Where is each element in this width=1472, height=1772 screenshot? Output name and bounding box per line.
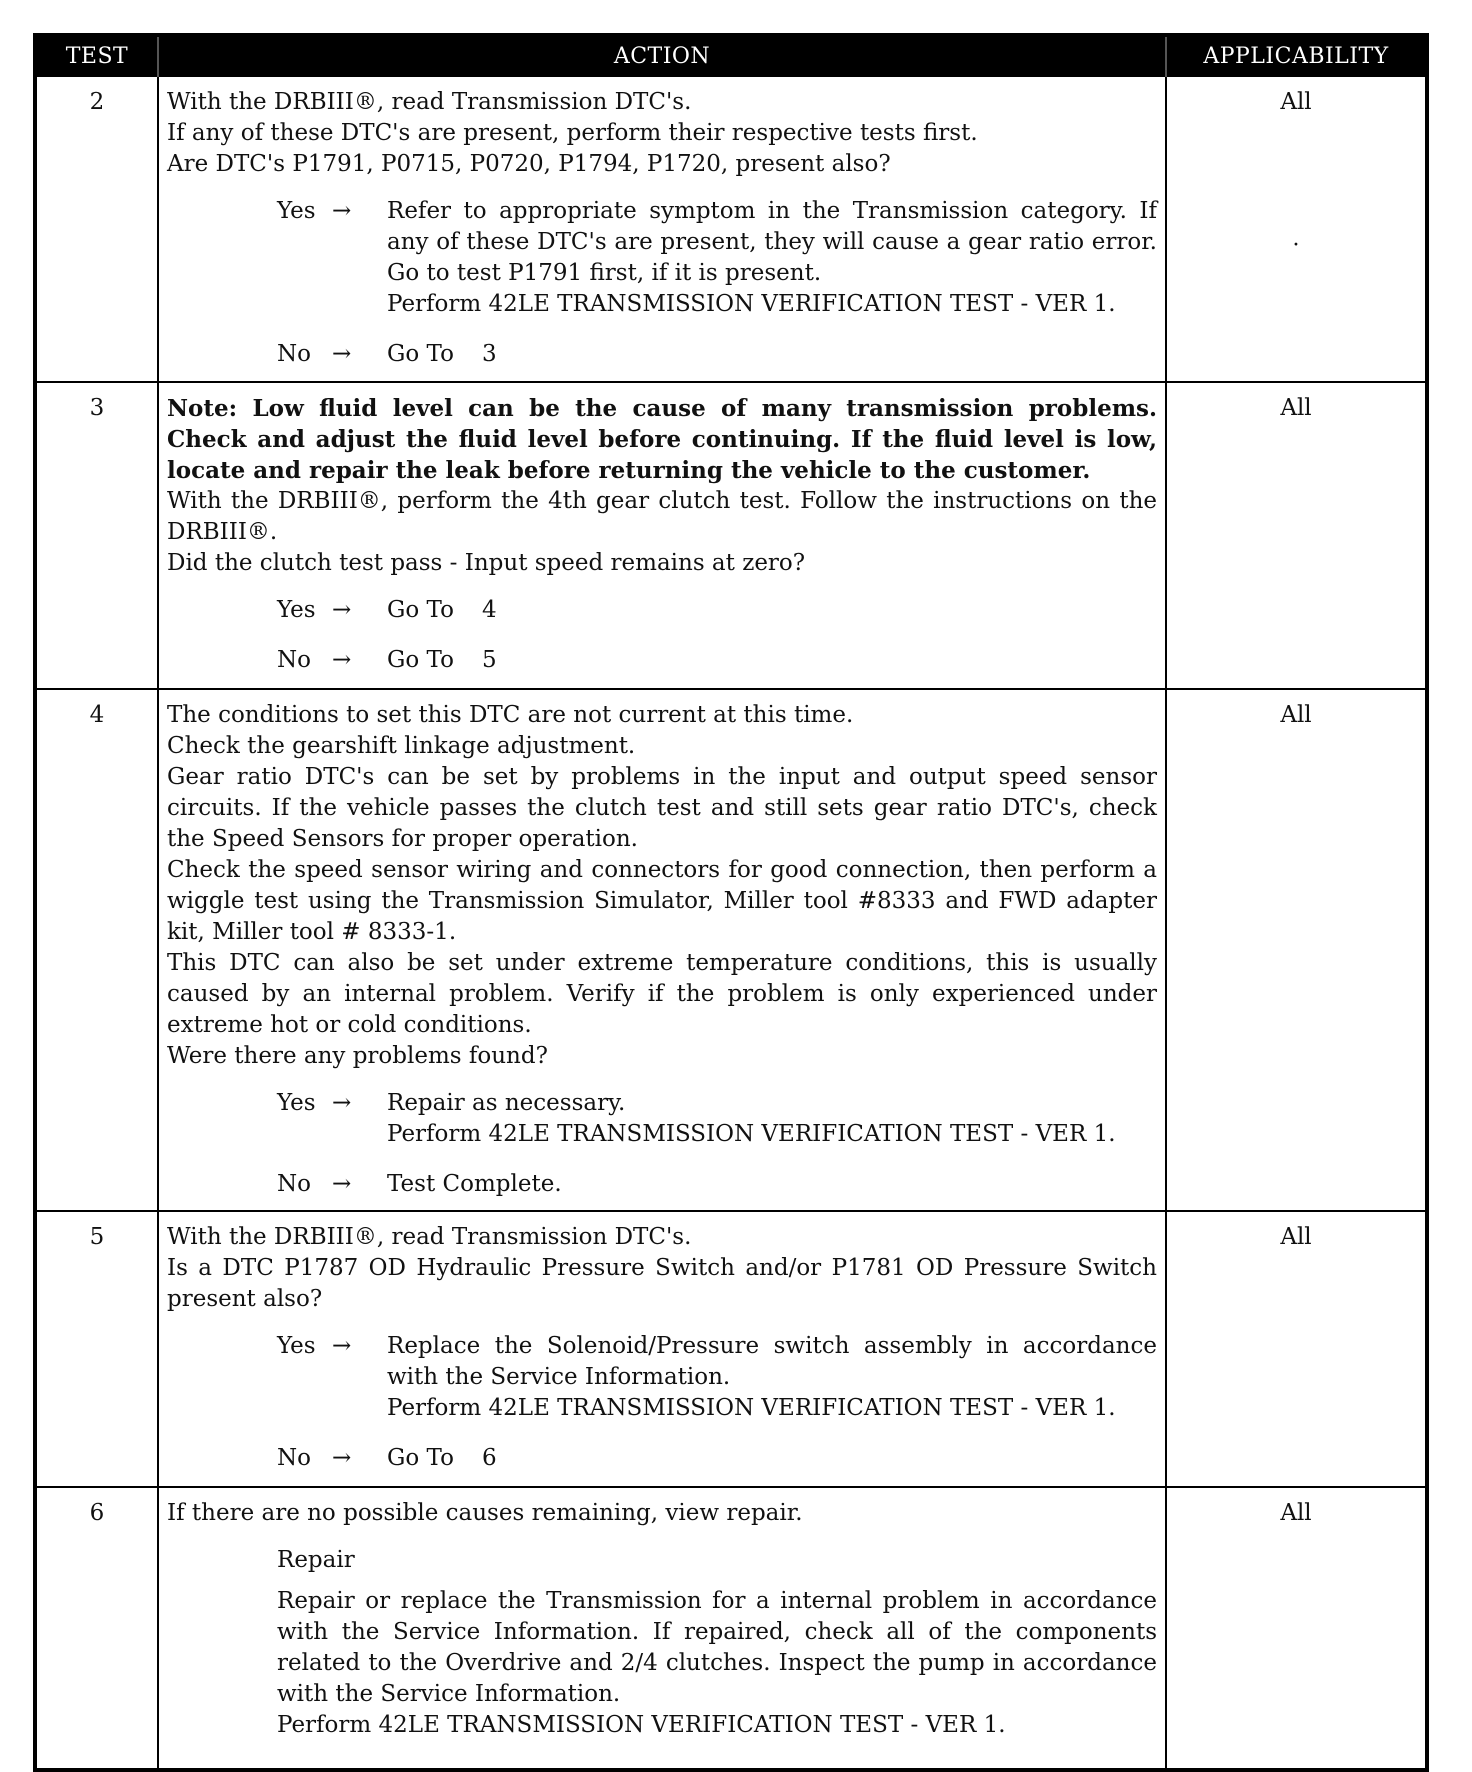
answer-goto: Go To 5 (387, 647, 497, 673)
table-row (35, 1211, 1427, 1487)
answer-no (277, 645, 1157, 676)
action-text: Check the gearshift linkage adjustment. (167, 733, 636, 759)
action-cell (158, 382, 1166, 689)
answer-text: Test Complete. (387, 1171, 562, 1197)
arrow-icon: → (332, 647, 352, 673)
applicability-value: All (1280, 89, 1312, 115)
applicability-cell (1166, 1487, 1427, 1770)
applicability-cell (1166, 382, 1427, 689)
action-text: With the DRBIII®, perform the 4th gear clutch test. Follow the instructions on the DRBIII®. (167, 488, 1157, 545)
action-question: Are DTC's P1791, P0715, P0720, P1794, P1720, present also? (167, 151, 891, 177)
answer-no (277, 1169, 1157, 1200)
test-number: 2 (35, 76, 158, 382)
answer-yes (277, 1088, 1157, 1150)
arrow-icon: → (332, 341, 352, 367)
verification-instruction: Perform 42LE TRANSMISSION VERIFICATION TEST - VER 1. (387, 291, 1116, 317)
verification-instruction: Perform 42LE TRANSMISSION VERIFICATION TEST - VER 1. (387, 1121, 1116, 1147)
action-text: Gear ratio DTC's can be set by problems in the input and output speed sensor circuits. If the vehicle passes the clutch test and still sets gear ratio DTC's, check the Speed Sensors for proper operation. (167, 764, 1157, 852)
action-cell (158, 76, 1166, 382)
header-applicability: APPLICABILITY (1166, 35, 1427, 76)
answer-text: Repair as necessary. Perform 42LE TRANSMISSION VERIFICATION TEST - VER 1. (387, 1090, 1116, 1147)
answer-list (167, 1331, 1157, 1474)
action-cell (158, 689, 1166, 1211)
answer-list (167, 1088, 1157, 1200)
action-text: With the DRBIII®, read Transmission DTC's. (167, 89, 692, 115)
answer-yes (277, 196, 1157, 320)
action-text: The conditions to set this DTC are not current at this time. (167, 702, 854, 728)
applicability-value: All (1280, 1224, 1312, 1250)
action-text: With the DRBIII®, read Transmission DTC's. (167, 1224, 692, 1250)
no-label: No (277, 341, 311, 367)
applicability-value: All (1280, 702, 1312, 728)
answer-list (167, 595, 1157, 676)
note-text: Note: Low fluid level can be the cause of many transmission problems. Check and adjust the fluid level before continuing. If the fluid level is low, locate and repair the leak before returning the vehicle to the customer. (167, 395, 1157, 484)
arrow-icon: → (332, 198, 352, 224)
yes-label: Yes (277, 198, 316, 224)
answer-no (277, 339, 1157, 370)
table-row (35, 689, 1427, 1211)
arrow-icon: → (332, 1445, 352, 1471)
action-question: Were there any problems found? (167, 1043, 548, 1069)
applicability-cell (1166, 76, 1427, 382)
yes-label: Yes (277, 597, 316, 623)
arrow-icon: → (332, 1090, 352, 1116)
applicability-cell (1166, 689, 1427, 1211)
diagnostic-test-table (33, 33, 1429, 1772)
stray-mark: · (1292, 233, 1300, 258)
answer-text: Replace the Solenoid/Pressure switch assembly in accordance with the Service Information. Perform 42LE TRANSMISSION VERIFICATION TEST - VER 1. (387, 1333, 1157, 1421)
action-question: Is a DTC P1787 OD Hydraulic Pressure Switch and/or P1781 OD Pressure Switch present also? (167, 1255, 1157, 1312)
applicability-value: All (1280, 1500, 1312, 1526)
verification-instruction: Perform 42LE TRANSMISSION VERIFICATION TEST - VER 1. (387, 1395, 1116, 1421)
repair-text: Repair or replace the Transmission for a internal problem in accordance with the Service Information. If repaired, check all of the components related to the Overdrive and 2/4 clutches. Inspect the pump in accordance with the Service Information. Perform 42LE TRANSMISSION VERIFICATION TEST - VER 1. (277, 1588, 1157, 1738)
action-text: Check the speed sensor wiring and connectors for good connection, then perform a wiggle test using the Transmission Simulator, Miller tool #8333 and FWD adapter kit, Miller tool # 8333-1. (167, 857, 1157, 945)
test-number: 3 (35, 382, 158, 689)
action-cell (158, 1211, 1166, 1487)
applicability-value: All (1280, 395, 1312, 421)
test-number: 5 (35, 1211, 158, 1487)
applicability-cell (1166, 1211, 1427, 1487)
table-row (35, 382, 1427, 689)
answer-list (167, 196, 1157, 370)
test-number: 4 (35, 689, 158, 1211)
answer-text: Refer to appropriate symptom in the Transmission category. If any of these DTC's are present, they will cause a gear ratio error. Go to test P1791 first, if it is present. Perform 42LE TRANSMISSION VERIFICATION TEST - VER 1. (387, 198, 1157, 317)
action-question: Did the clutch test pass - Input speed remains at zero? (167, 550, 806, 576)
table-header-row (35, 35, 1427, 76)
table-row (35, 1487, 1427, 1770)
arrow-icon: → (332, 597, 352, 623)
header-action: ACTION (158, 35, 1166, 76)
test-number: 6 (35, 1487, 158, 1770)
action-text: If there are no possible causes remaining, view repair. (167, 1500, 803, 1526)
answer-yes (277, 1331, 1157, 1424)
arrow-icon: → (332, 1333, 352, 1359)
answer-yes (277, 595, 1157, 626)
answer-goto: Go To 6 (387, 1445, 497, 1471)
verification-instruction: Perform 42LE TRANSMISSION VERIFICATION TEST - VER 1. (277, 1712, 1006, 1738)
table-row (35, 76, 1427, 382)
no-label: No (277, 647, 311, 673)
action-cell (158, 1487, 1166, 1770)
action-text: This DTC can also be set under extreme temperature conditions, this is usually caused by an internal problem. Verify if the problem is only experienced under extreme hot or cold conditions. (167, 950, 1157, 1038)
no-label: No (277, 1445, 311, 1471)
arrow-icon: → (332, 1171, 352, 1197)
yes-label: Yes (277, 1333, 316, 1359)
repair-label: Repair (277, 1547, 355, 1573)
action-text: If any of these DTC's are present, perform their respective tests first. (167, 120, 978, 146)
header-test: TEST (35, 35, 158, 76)
no-label: No (277, 1171, 311, 1197)
answer-goto: Go To 3 (387, 341, 497, 367)
answer-no (277, 1443, 1157, 1474)
yes-label: Yes (277, 1090, 316, 1116)
answer-goto: Go To 4 (387, 597, 497, 623)
